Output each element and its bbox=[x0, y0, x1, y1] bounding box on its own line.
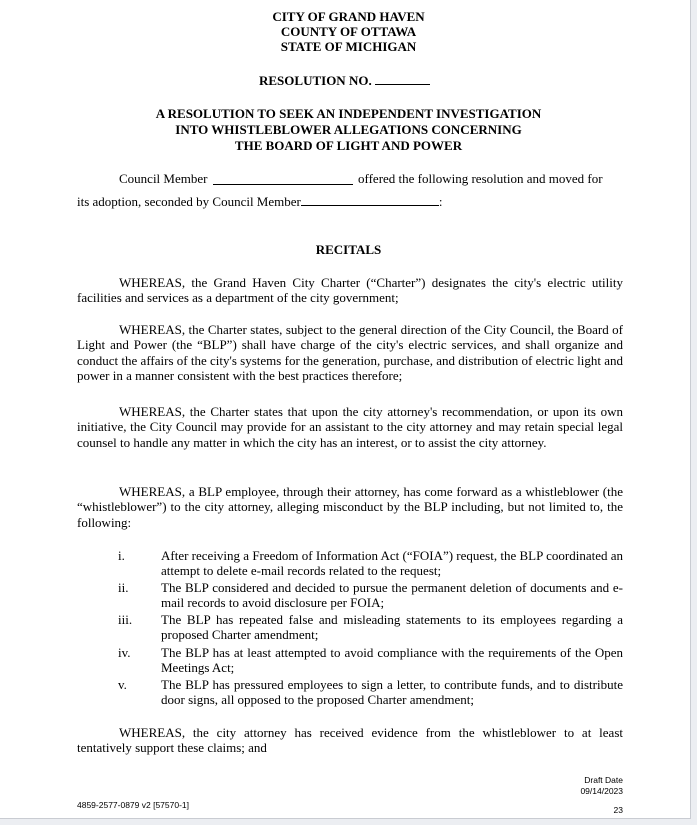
recital-paragraph-1: WHEREAS, the Grand Haven City Charter (“Charter”) designates the city's electric utility facilities and services as a department of the city government; bbox=[77, 275, 623, 306]
resolution-label: RESOLUTION NO. bbox=[259, 73, 372, 88]
resolution-number bbox=[259, 73, 430, 88]
list-item-4: The BLP has at least attempted to avoid compliance with the requirements of the Open Meetings Act; bbox=[161, 645, 623, 676]
list-numeral-5: v. bbox=[118, 677, 127, 692]
motion-line2-prefix: its adoption, seconded by Council Member bbox=[77, 194, 301, 209]
title-line-3: THE BOARD OF LIGHT AND POWER bbox=[234, 138, 463, 153]
recital-paragraph-4: WHEREAS, a BLP employee, through their attorney, has come forward as a whistleblower (the “whistleblower”) to the city attorney, alleging misconduct by the BLP including, but not limited to, the following: bbox=[77, 484, 623, 530]
footer-page-number: 23 bbox=[613, 805, 623, 815]
list-numeral-3: iii. bbox=[118, 612, 133, 627]
recital-paragraph-3: WHEREAS, the Charter states that upon the city attorney's recommendation, or upon its own initiative, the City Council may provide for an assistant to the city attorney and may retain special legal counsel to handle any matter in which the city has an interest, or to assist the city attorney. bbox=[77, 404, 623, 450]
council-member-blank-1 bbox=[213, 173, 353, 185]
resolution-number-blank bbox=[375, 73, 430, 85]
list-numeral-1: i. bbox=[118, 548, 125, 563]
list-item-5: The BLP has pressured employees to sign a letter, to contribute funds, and to distribute door signs, all opposed to the proposed Charter amendment; bbox=[161, 677, 623, 708]
header-city: CITY OF GRAND HAVEN bbox=[272, 9, 425, 24]
title-line-1: A RESOLUTION TO SEEK AN INDEPENDENT INVESTIGATION bbox=[155, 106, 542, 121]
list-numeral-4: iv. bbox=[118, 645, 131, 660]
footer-draft-date: 09/14/2023 bbox=[580, 786, 623, 796]
recital-paragraph-final: WHEREAS, the city attorney has received evidence from the whistleblower to at least tentatively support these claims; and bbox=[77, 725, 623, 756]
list-item-2: The BLP considered and decided to pursue the permanent deletion of documents and e-mail records to avoid disclosure per FOIA; bbox=[161, 580, 623, 611]
motion-suffix: offered the following resolution and moved for bbox=[358, 171, 603, 186]
header-county: COUNTY OF OTTAWA bbox=[280, 24, 417, 39]
list-item-3: The BLP has repeated false and misleading statements to its employees regarding a proposed Charter amendment; bbox=[161, 612, 623, 643]
council-member-blank-2 bbox=[301, 194, 439, 206]
motion-prefix: Council Member bbox=[119, 171, 208, 186]
recitals-heading: RECITALS bbox=[315, 242, 382, 257]
motion-line2-suffix: : bbox=[438, 194, 443, 209]
footer-document-id: 4859-2577-0879 v2 [57570-1] bbox=[77, 800, 190, 810]
list-item-1: After receiving a Freedom of Information Act (“FOIA”) request, the BLP coordinated an attempt to delete e-mail records related to the request; bbox=[161, 548, 623, 579]
header-state: STATE OF MICHIGAN bbox=[280, 39, 417, 54]
recital-paragraph-2: WHEREAS, the Charter states, subject to the general direction of the City Council, the Board of Light and Power (the “BLP”) shall have charge of the city's electric services, and shall organize and conduct the affairs of the city's systems for the generation, purchase, and distribution of electric light and power in a manner consistent with the best practices therefore; bbox=[77, 322, 623, 383]
footer-draft-label: Draft Date bbox=[584, 775, 623, 785]
title-line-2: INTO WHISTLEBLOWER ALLEGATIONS CONCERNING bbox=[175, 122, 522, 137]
motion-line-2 bbox=[77, 194, 623, 209]
list-numeral-2: ii. bbox=[118, 580, 129, 595]
